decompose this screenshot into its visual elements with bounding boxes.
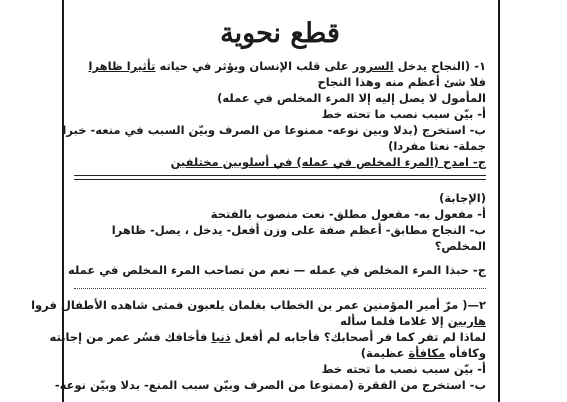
q1-line-3: المأمول لا يصل إليه إلا المرء المخلص في عمله) <box>217 91 486 105</box>
dotted-divider <box>74 288 486 289</box>
q1-underlined-word-2: تأثيرا ظاهرا <box>88 59 156 73</box>
q1-task-b-line-1: ب- استخرج (بدلا وبين نوعه- ممنوعا من الصرف وبيّن السبب في منعه- خبرا <box>62 123 486 137</box>
q2-line-4 <box>74 345 486 361</box>
document-page <box>31 0 500 402</box>
q2-underlined-word-2: ذنبا <box>211 330 231 344</box>
q2-line-4-text-b: عظيمة) <box>360 346 409 360</box>
q2-line-3 <box>49 329 486 345</box>
page-title: قطع نحوية <box>220 18 340 49</box>
q1-underlined-word-1: السرور <box>352 59 394 73</box>
q1-task-b-line-2: جملة- نعتا مفردا) <box>388 139 486 153</box>
q1-line-1-text-a: ١- (النجاح يدخل <box>393 59 486 73</box>
answer-line-4: ج- حبذا المرء المخلص في عمله — نعم من تصاحب المرء المخلص في عمله <box>68 263 486 277</box>
q2-line-1: ٢—( مرّ أمير المؤمنين عمر بن الخطاب بغلمان يلعبون فمتى شاهده الأطفال فروا <box>31 298 486 312</box>
q2-underlined-word-1: هاربين <box>447 314 486 328</box>
spacer <box>74 254 486 262</box>
q1-line-1-text-b: على قلب الإنسان ويؤثر في حياته <box>155 59 353 73</box>
q2-line-2 <box>74 313 486 329</box>
q1-task-c-text: ج- امدح (المرء المخلص في عمله) في أسلوبين مختلفين <box>170 155 486 169</box>
answer-line-3: المخلص؟ <box>434 239 486 253</box>
answer-heading: (الإجابة) <box>439 191 486 205</box>
q2-line-4-text-a: وكافأه <box>445 346 486 360</box>
double-divider <box>74 175 486 180</box>
q2-underlined-word-3: مكافأة <box>408 346 446 360</box>
q2-task-b: ب- استخرج من الفقرة (ممنوعا من الصرف وبيّن سبب المنع- بدلا وبيّن نوعه- <box>54 378 486 392</box>
q1-task-a: أ- بيّن سبب نصب ما تحته خط <box>321 107 486 121</box>
q2-line-3-text-a: لماذا لم تفر كما فر أصحابك؟ فأجابه لم أفعل <box>230 330 486 344</box>
q2-task-a: أ- بيّن سبب نصب ما تحته خط <box>321 362 486 376</box>
q2-line-2-text: إلا غلاما فلما سأله <box>340 314 448 328</box>
document-body <box>31 16 498 393</box>
q2-line-3-text-b: فأخافك فسُر عمر من إجابته <box>49 330 212 344</box>
q1-task-c <box>74 154 486 170</box>
answer-line-2: ب- النجاح مطابق- أعظم صفة على وزن أفعل- يدخل ، يصل- ظاهرا <box>111 223 486 237</box>
q1-line-2: فلا شئ أعظم منه وهذا النجاح <box>317 75 486 89</box>
q1-line-1 <box>74 58 486 74</box>
answer-line-1: أ- مفعول به- مفعول مطلق- نعت منصوب بالفتحة <box>210 207 486 221</box>
